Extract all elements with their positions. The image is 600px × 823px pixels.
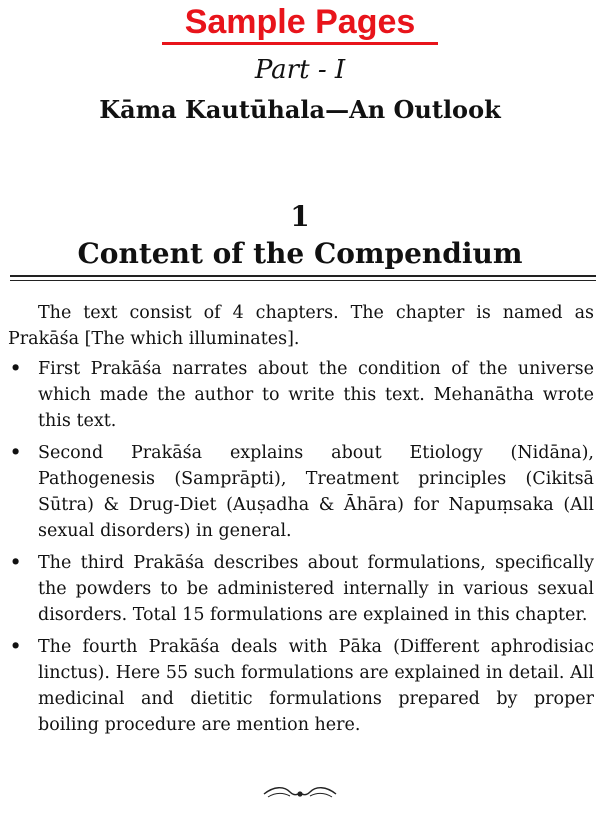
title-rule-thin [10,280,596,281]
list-item [8,634,594,738]
list-item [8,550,594,628]
body-text [8,300,594,744]
part-heading: Part - I [254,55,346,85]
bullet-icon: • [10,637,22,657]
bullet-icon: • [10,359,22,379]
chapter-number: 1 [290,200,310,233]
list-item [8,440,594,544]
title-rule-thick [10,275,596,277]
bullet-text: Second Prakāśa explains about Etiology (Nidāna), Pathogenesis (Samprāpti), Treatment principles (Cikitsā Sūtra) & Drug-Diet (Auṣadha & Āhāra) for Napuṃsaka (All sexual disorders) in general. [38,443,594,541]
part-subtitle: Kāma Kautūhala—An Outlook [99,95,501,124]
bullet-text: First Prakāśa narrates about the condition of the universe which made the author to write this text. Mehanātha wrote this text. [38,359,594,431]
bullet-text: The third Prakāśa describes about formulations, specifically the powders to be administered internally in various sexual disorders. Total 15 formulations are explained in this chapter. [38,553,594,625]
bullet-list [8,356,594,738]
bullet-text: The fourth Prakāśa deals with Pāka (Different aphrodisiac linctus). Here 55 such formulations are explained in detail. All medicinal and dietitic formulations prepared by proper boiling procedure are mention here. [38,637,594,735]
chapter-title: Content of the Compendium [77,237,523,270]
intro-paragraph: The text consist of 4 chapters. The chapter is named as Prakāśa [The which illuminates]. [8,303,594,349]
ornamental-divider-icon [260,784,340,804]
bullet-icon: • [10,553,22,573]
list-item [8,356,594,434]
sample-pages-banner: Sample Pages [184,3,416,41]
banner-underline [162,42,438,45]
bullet-icon: • [10,443,22,463]
